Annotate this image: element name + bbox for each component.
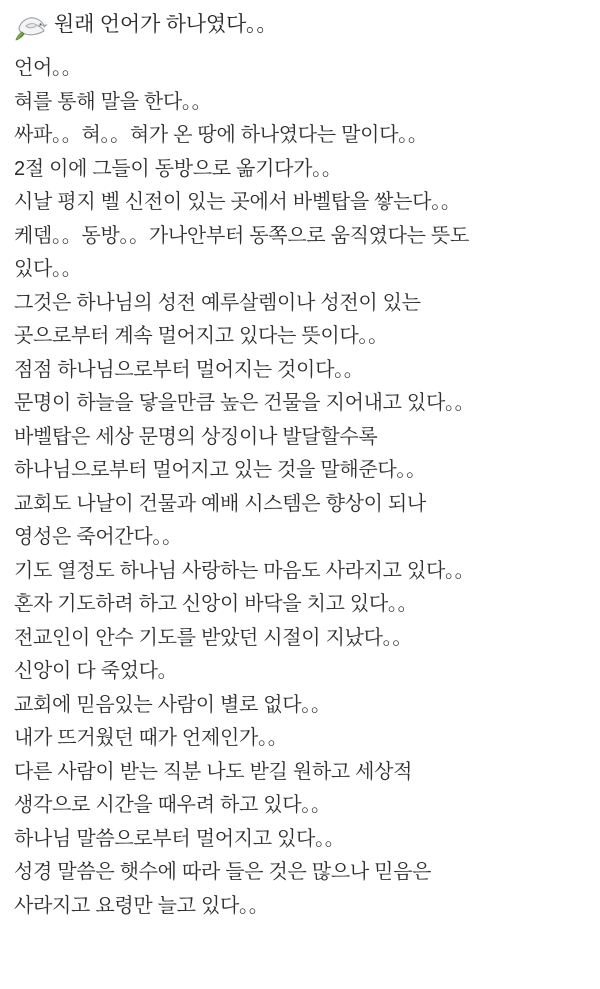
- dove-icon: [14, 12, 48, 42]
- document-line: 성경 말씀은 햇수에 따라 들은 것은 많으나 믿음은: [14, 861, 432, 883]
- document-line: 하나님으로부터 멀어지고 있는 것을 말해준다。。: [14, 459, 426, 481]
- document-body: [14, 52, 586, 923]
- document-line: 하나님 말씀으로부터 멀어지고 있다。。: [14, 827, 345, 850]
- document-line: 사라지고 요령만 늘고 있다。。: [14, 894, 269, 917]
- document-line: 언어。。: [14, 57, 82, 79]
- document-line: 영성은 죽어간다。。: [14, 526, 182, 548]
- document-line: 생각으로 시간을 때우려 하고 있다。。: [14, 794, 331, 816]
- document-line: 곳으로부터 계속 멀어지고 있다는 뜻이다。。: [14, 325, 388, 347]
- document-line: 다른 사람이 받는 직분 나도 받길 원하고 세상적: [14, 760, 413, 783]
- document-line: 신앙이 다 죽었다。: [14, 660, 178, 682]
- document-line: 있다。。: [14, 258, 82, 280]
- document-line: 혀를 통해 말을 한다。。: [14, 90, 212, 113]
- document-line: 교회에 믿음있는 사람이 별로 없다。。: [14, 693, 331, 716]
- document-line: 문명이 하늘을 닿을만큼 높은 건물을 지어내고 있다。。: [14, 392, 475, 414]
- document-line: 바벨탑은 세상 문명의 상징이나 발달할수록: [14, 425, 378, 448]
- document-line: 2절 이에 그들이 동방으로 옮기다가。。: [14, 157, 342, 180]
- document-line: 그것은 하나님의 성전 예루살렘이나 성전이 있는: [14, 291, 421, 314]
- document-line: 기도 열정도 하나님 사랑하는 마음도 사라지고 있다。。: [14, 559, 475, 582]
- document-line: 싸파。。혀。。혀가 온 땅에 하나였다는 말이다。。: [14, 124, 428, 146]
- document-line: 혼자 기도하려 하고 신앙이 바닥을 치고 있다。。: [14, 593, 418, 615]
- document-line: 케뎀。。동방。。가나안부터 동쪽으로 움직였다는 뜻도: [14, 224, 469, 247]
- document-line: 시날 평지 벨 신전이 있는 곳에서 바벨탑을 쌓는다。。: [14, 191, 461, 213]
- document-line: 내가 뜨거웠던 때가 언제인가。。: [14, 727, 288, 749]
- document-line: 전교인이 안수 기도를 받았던 시절이 지났다。。: [14, 626, 413, 649]
- document-line: 교회도 나날이 건물과 예배 시스템은 향상이 되나: [14, 492, 426, 515]
- document-title-row: [14, 10, 586, 42]
- document-line: 점점 하나님으로부터 멀어지는 것이다。。: [14, 358, 364, 381]
- document-title: 원래 언어가 하나였다。。: [54, 13, 278, 36]
